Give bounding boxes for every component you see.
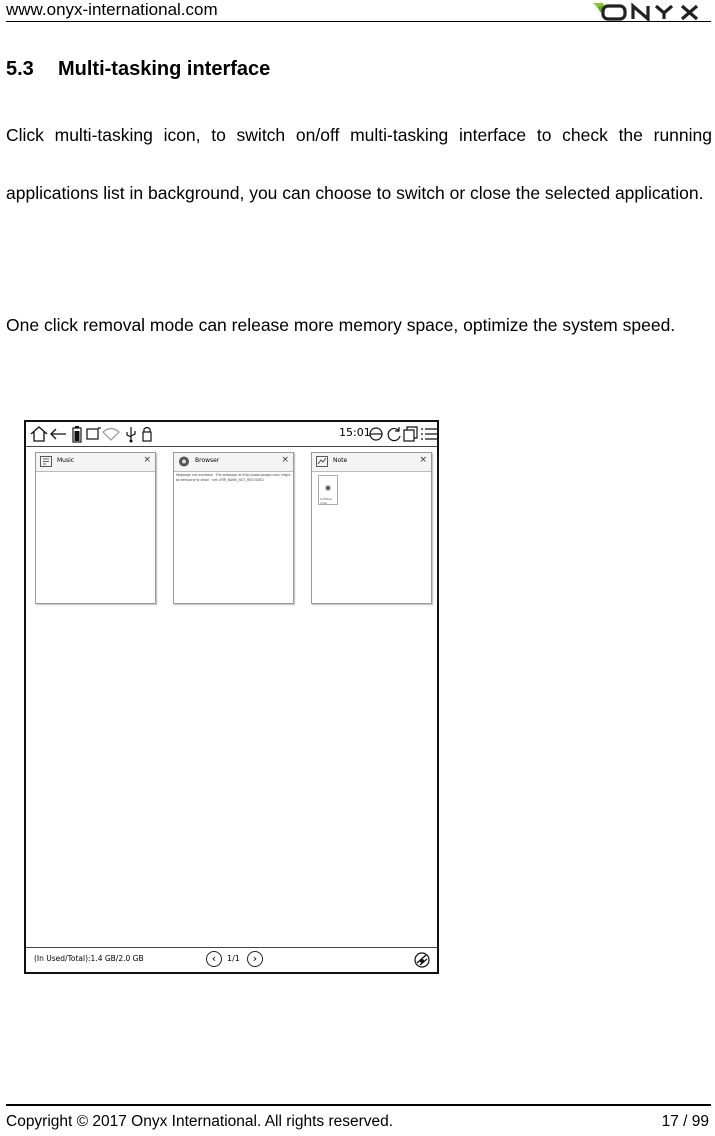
status-bar <box>26 422 437 447</box>
card-header <box>312 453 431 472</box>
section-heading <box>6 58 270 81</box>
close-icon[interactable]: × <box>419 455 427 465</box>
close-icon[interactable]: × <box>281 455 289 465</box>
section-number: 5.3 <box>6 58 34 80</box>
music-app-icon <box>40 456 52 467</box>
bottom-bar <box>26 947 437 972</box>
note-thumbnail-label: Untitled note <box>320 497 332 505</box>
card-title: Note <box>333 457 348 464</box>
card-content: Webpage not available · The webpage at http://www.google.com/ might be temporarily down · net::ERR_NAME_NOT_RESOLVED <box>176 473 291 482</box>
note-app-icon <box>316 456 328 467</box>
lock-icon[interactable] <box>137 424 157 444</box>
status-time: 15:01 <box>339 426 371 439</box>
app-card-browser[interactable] <box>173 452 294 604</box>
card-title: Browser <box>195 457 220 464</box>
card-title: Music <box>57 457 75 464</box>
section-title: Multi-tasking interface <box>58 58 271 80</box>
note-dot-icon <box>324 484 332 492</box>
next-page-icon[interactable]: › <box>247 951 263 967</box>
app-card-note[interactable] <box>311 452 432 604</box>
multitasking-icon[interactable] <box>401 424 421 444</box>
app-card-music[interactable] <box>35 452 156 604</box>
card-header <box>36 453 155 472</box>
one-click-removal-icon[interactable] <box>412 950 432 970</box>
header-url: www.onyx-international.com <box>6 0 218 19</box>
paragraph-1: Click multi-tasking icon, to switch on/off multi-tasking interface to check the running applications list in background, you can choose to switch or close the selected application. <box>6 125 712 203</box>
note-thumbnail[interactable] <box>318 475 338 505</box>
wifi-icon[interactable] <box>101 424 121 444</box>
refresh-mode-icon[interactable] <box>366 424 386 444</box>
footer-copyright: Copyright © 2017 Onyx International. All rights reserved. <box>6 1113 394 1130</box>
onyx-logo <box>593 1 711 21</box>
header-divider <box>6 21 711 22</box>
close-icon[interactable]: × <box>143 455 151 465</box>
page-indicator: 1/1 <box>227 954 240 963</box>
home-icon[interactable] <box>29 424 49 444</box>
back-icon[interactable] <box>48 424 68 444</box>
footer-divider <box>6 1104 711 1106</box>
menu-icon[interactable] <box>419 424 439 444</box>
paragraph-2: One click removal mode can release more memory space, optimize the system speed. <box>6 315 676 335</box>
card-header <box>174 453 293 472</box>
prev-page-icon[interactable]: ‹ <box>206 951 222 967</box>
memory-usage: (In Used/Total):1.4 GB/2.0 GB <box>34 954 144 963</box>
browser-app-icon <box>178 456 190 467</box>
footer-page-number: 17 / 99 <box>661 1113 709 1130</box>
multitasking-screenshot <box>24 420 439 974</box>
brightness-icon[interactable] <box>83 424 103 444</box>
